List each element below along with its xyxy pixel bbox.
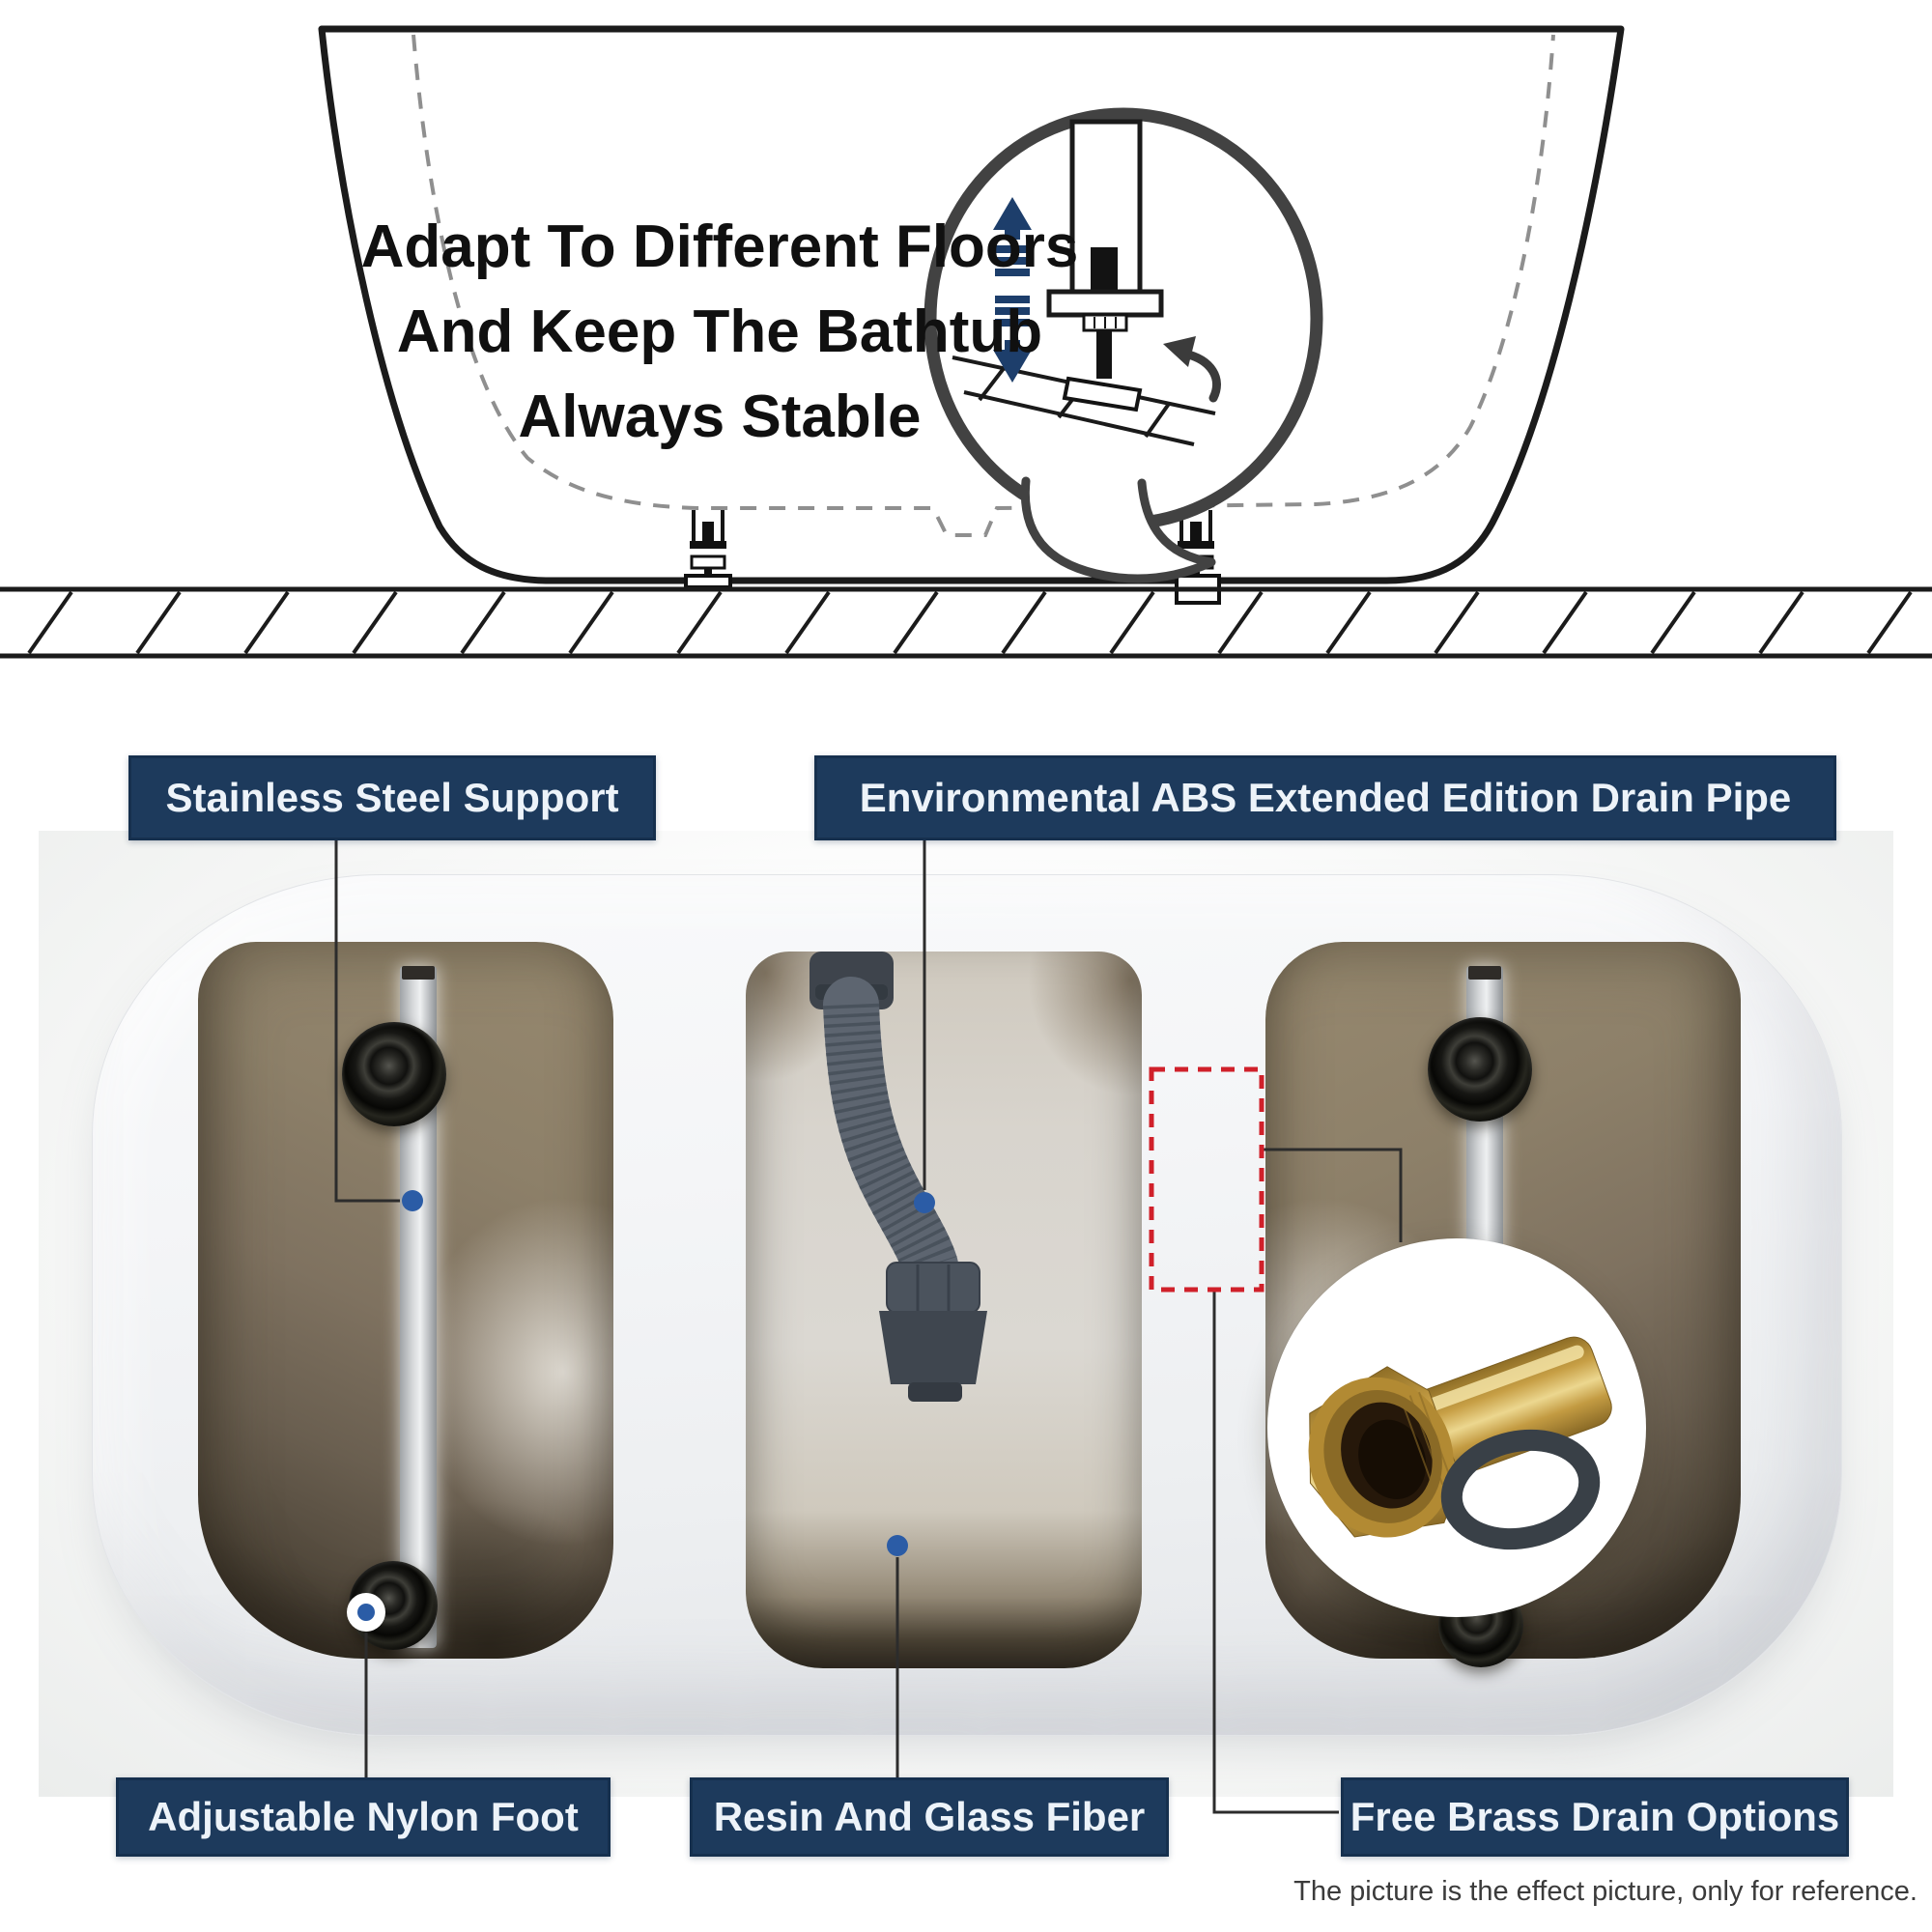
- label-free-brass-drain: Free Brass Drain Options: [1341, 1777, 1849, 1857]
- adjustable-foot-upper-left: [342, 1022, 446, 1126]
- tub-foot-left: [686, 510, 730, 587]
- label-resin-glass-fiber: Resin And Glass Fiber: [690, 1777, 1169, 1857]
- headline-line-1: Adapt To Different Floors: [360, 213, 1079, 280]
- label-adjustable-nylon-foot: Adjustable Nylon Foot: [116, 1777, 611, 1857]
- brass-drain-inset: [1267, 1238, 1646, 1617]
- adjustable-foot-upper-right: [1428, 1017, 1532, 1122]
- adjustable-foot-lower-left: [349, 1561, 438, 1650]
- label-abs-drain-pipe: Environmental ABS Extended Edition Drain Pipe: [814, 755, 1836, 840]
- strap-slot: [402, 966, 435, 980]
- headline-line-3: Always Stable: [518, 384, 922, 450]
- drain-hose-art: [746, 952, 1142, 1668]
- strap-slot: [1468, 966, 1501, 980]
- floor-hatching: [0, 589, 1932, 656]
- headline: [343, 205, 1096, 460]
- drain-fitting: [879, 1311, 987, 1384]
- headline-line-2: And Keep The Bathtub: [396, 298, 1043, 365]
- hose-coupling-nut: [887, 1263, 980, 1313]
- label-stainless-steel-support: Stainless Steel Support: [128, 755, 656, 840]
- reference-disclaimer: The picture is the effect picture, only for reference.: [1293, 1876, 1918, 1907]
- brass-drain-art: [1267, 1238, 1646, 1617]
